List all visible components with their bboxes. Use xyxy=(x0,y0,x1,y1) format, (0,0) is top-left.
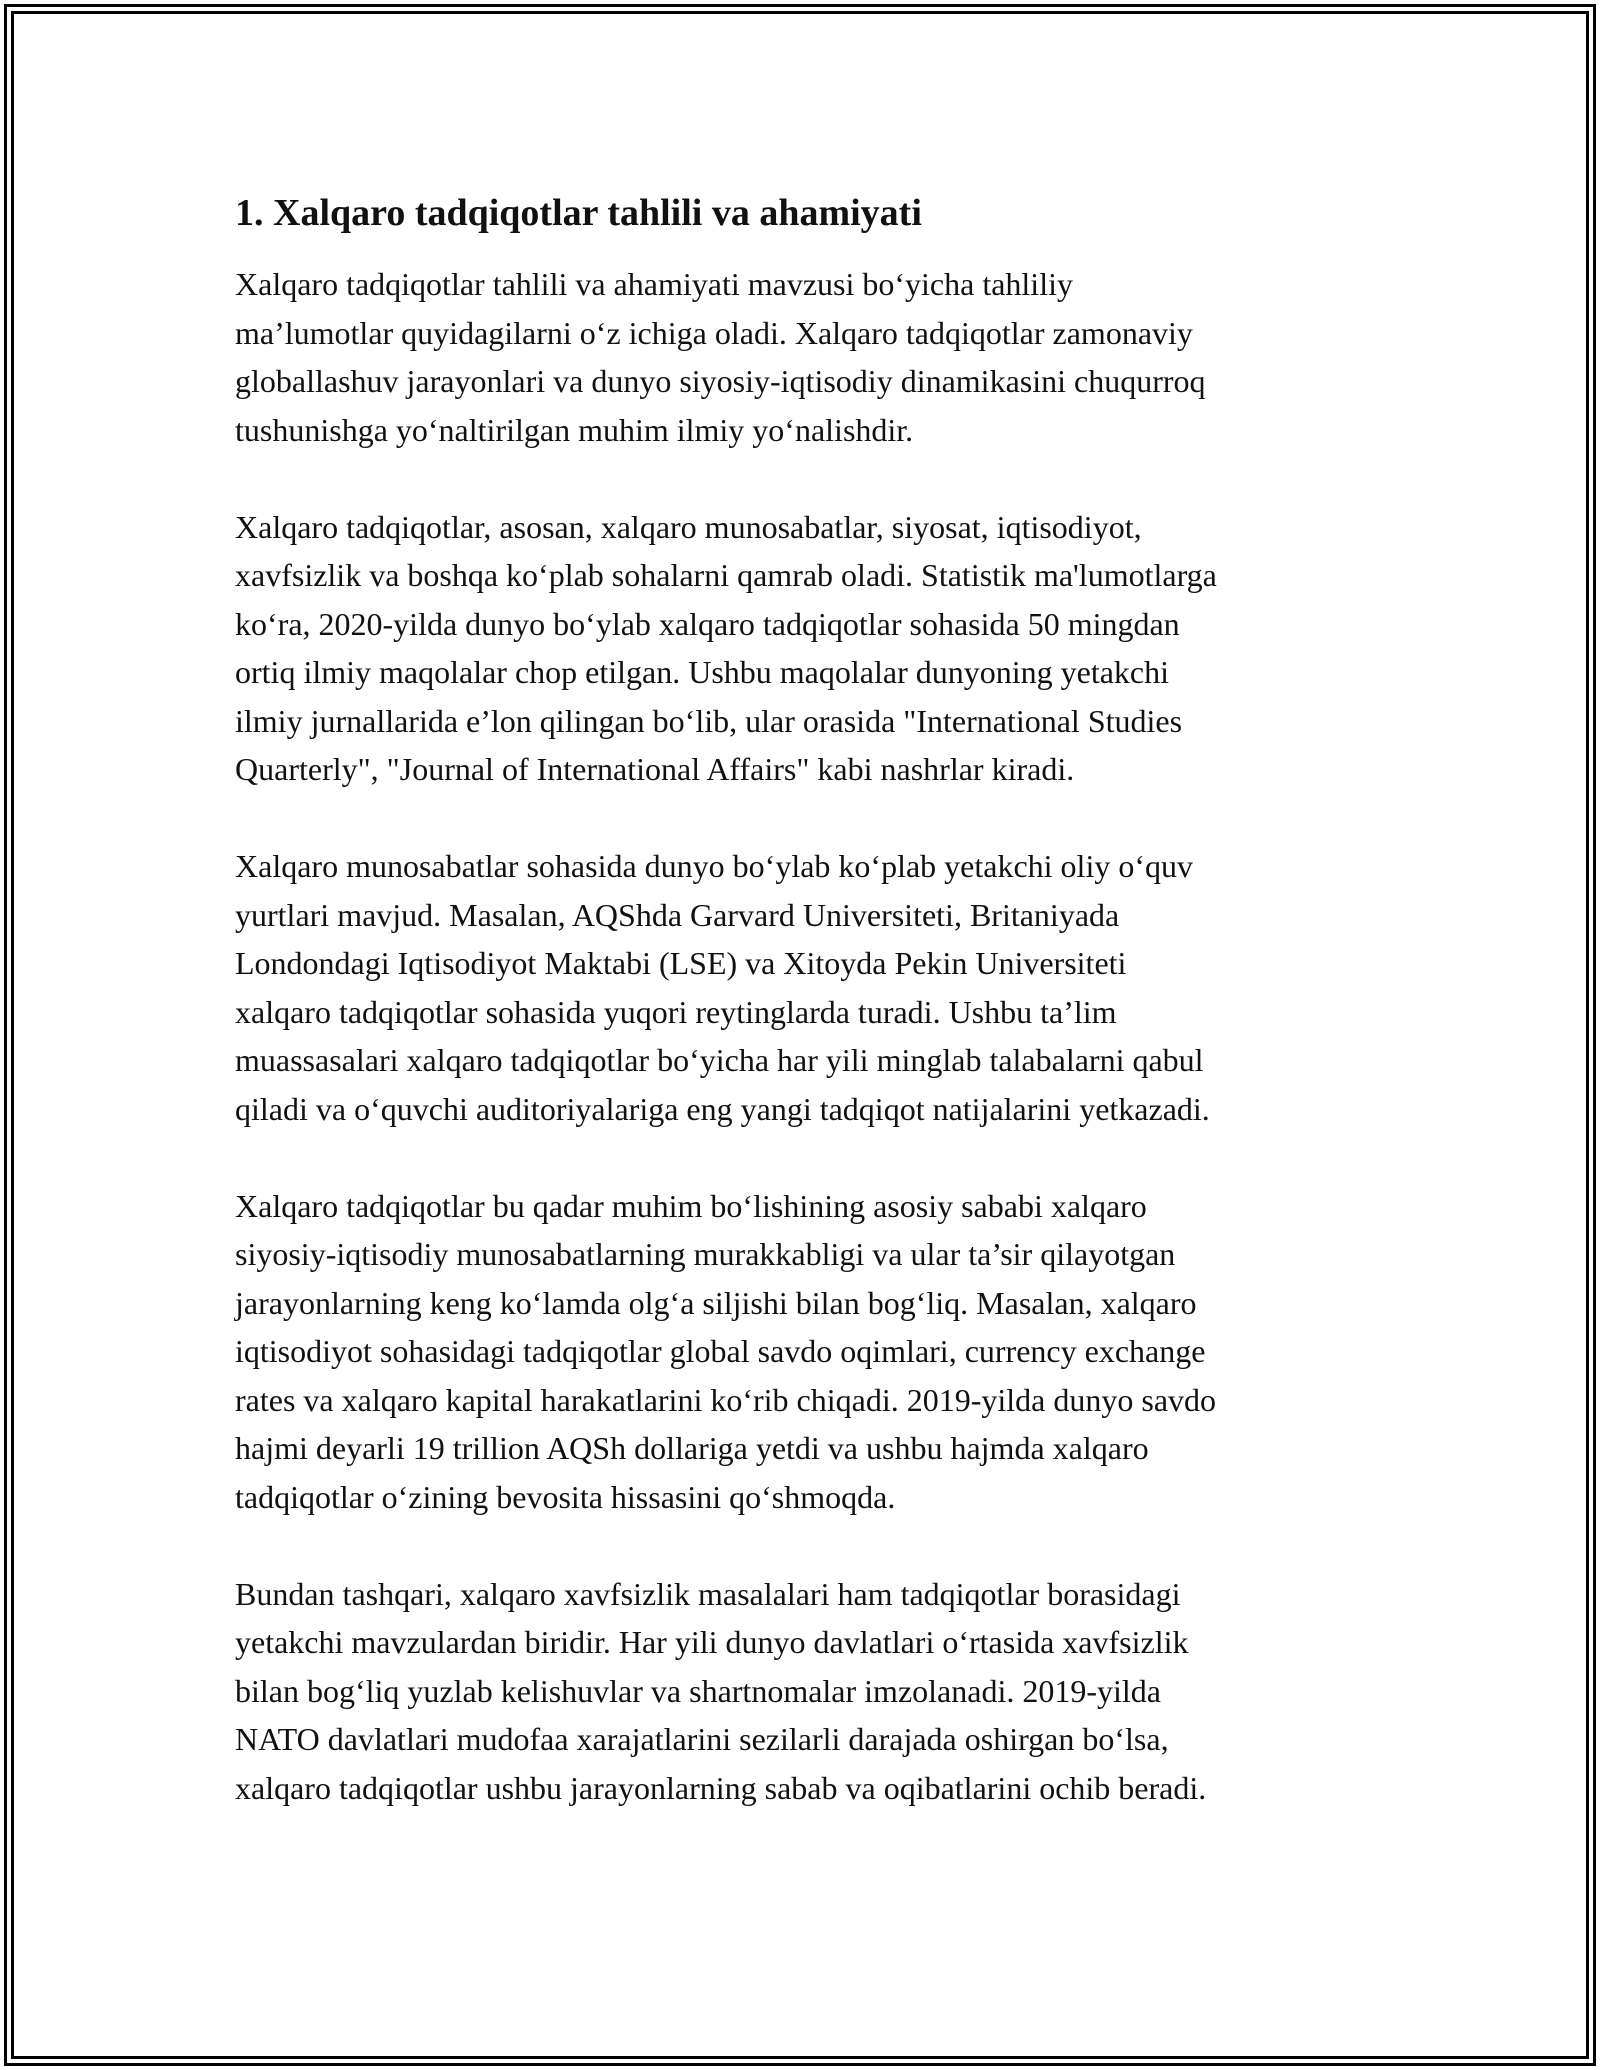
paragraph-line: siyosiy-iqtisodiy munosabatlarning murakkabligi va ular ta’sir qilayotgan xyxy=(235,1236,1176,1272)
paragraph-line: Londondagi Iqtisodiyot Maktabi (LSE) va Xitoyda Pekin Universiteti xyxy=(235,945,1127,981)
paragraph-line: qiladi va o‘quvchi auditoriyalariga eng yangi tadqiqot natijalarini yetkazadi. xyxy=(235,1090,1210,1127)
paragraph-line: rates va xalqaro kapital harakatlarini ko‘rib chiqadi. 2019-yilda dunyo savdo xyxy=(235,1381,1217,1418)
paragraph-line: xavfsizlik va boshqa ko‘plab sohalarni qamrab oladi. Statistik ma'lumotlarga xyxy=(235,557,1217,593)
paragraph-line: ortiq ilmiy maqolalar chop etilgan. Ushbu maqolalar dunyoning yetakchi xyxy=(235,654,1169,690)
paragraph-line: globallashuv jarayonlari va dunyo siyosiy-iqtisodiy dinamikasini chuqurroq xyxy=(235,363,1206,399)
paragraph-line: Xalqaro tadqiqotlar tahlili va ahamiyati mavzusi bo‘yicha tahliliy xyxy=(235,266,1073,302)
paragraph-line: NATO davlatlari mudofaa xarajatlarini sezilarli darajada oshirgan bo‘lsa, xyxy=(235,1721,1169,1757)
paragraph-line: iqtisodiyot sohasidagi tadqiqotlar global savdo oqimlari, currency exchange xyxy=(235,1333,1206,1369)
paragraph-1 xyxy=(235,260,1395,454)
paragraph-line: ko‘ra, 2020-yilda dunyo bo‘ylab xalqaro tadqiqotlar sohasida 50 mingdan xyxy=(235,605,1180,642)
paragraph-4 xyxy=(235,1182,1395,1522)
paragraph-3 xyxy=(235,842,1395,1133)
paragraph-line: Quarterly", "Journal of International Affairs" kabi nashrlar kiradi. xyxy=(235,751,1075,787)
paragraph-line: xalqaro tadqiqotlar sohasida yuqori reytinglarda turadi. Ushbu ta’lim xyxy=(235,993,1117,1030)
paragraph-line: yetakchi mavzulardan biridir. Har yili dunyo davlatlari o‘rtasida xavfsizlik xyxy=(235,1624,1189,1660)
paragraph-line: ilmiy jurnallarida e’lon qilingan bo‘lib, ular orasida "International Studies xyxy=(235,702,1183,739)
paragraph-line: Bundan tashqari, xalqaro xavfsizlik masalalari ham tadqiqotlar borasidagi xyxy=(235,1575,1181,1612)
paragraph-line: yurtlari mavjud. Masalan, AQShda Garvard Universiteti, Britaniyada xyxy=(235,896,1120,933)
paragraph-line: Xalqaro tadqiqotlar, asosan, xalqaro munosabatlar, siyosat, iqtisodiyot, xyxy=(235,508,1142,545)
paragraph-line: ma’lumotlar quyidagilarni o‘z ichiga oladi. Xalqaro tadqiqotlar zamonaviy xyxy=(235,314,1193,351)
paragraph-line: bilan bog‘liq yuzlab kelishuvlar va shartnomalar imzolanadi. 2019-yilda xyxy=(235,1672,1161,1709)
section-heading: 1. Xalqaro tadqiqotlar tahlili va ahamiyati xyxy=(235,192,922,234)
paragraph-line: hajmi deyarli 19 trillion AQSh dollariga yetdi va ushbu hajmda xalqaro xyxy=(235,1430,1149,1466)
paragraph-line: tushunishga yo‘naltirilgan muhim ilmiy yo‘nalishdir. xyxy=(235,411,914,448)
paragraph-line: xalqaro tadqiqotlar ushbu jarayonlarning sabab va oqibatlarini ochib beradi. xyxy=(235,1769,1207,1806)
paragraph-line: muassasalari xalqaro tadqiqotlar bo‘yicha har yili minglab talabalarni qabul xyxy=(235,1042,1204,1078)
paragraph-line: Xalqaro munosabatlar sohasida dunyo bo‘ylab ko‘plab yetakchi oliy o‘quv xyxy=(235,848,1193,884)
paragraph-line: tadqiqotlar o‘zining bevosita hissasini qo‘shmoqda. xyxy=(235,1478,896,1515)
paragraph-5 xyxy=(235,1570,1395,1813)
paragraph-line: jarayonlarning keng ko‘lamda olg‘a siljishi bilan bog‘liq. Masalan, xalqaro xyxy=(235,1284,1197,1321)
document-body xyxy=(235,186,1395,1861)
paragraph-2 xyxy=(235,503,1395,794)
paragraph-line: Xalqaro tadqiqotlar bu qadar muhim bo‘lishining asosiy sababi xalqaro xyxy=(235,1187,1147,1224)
